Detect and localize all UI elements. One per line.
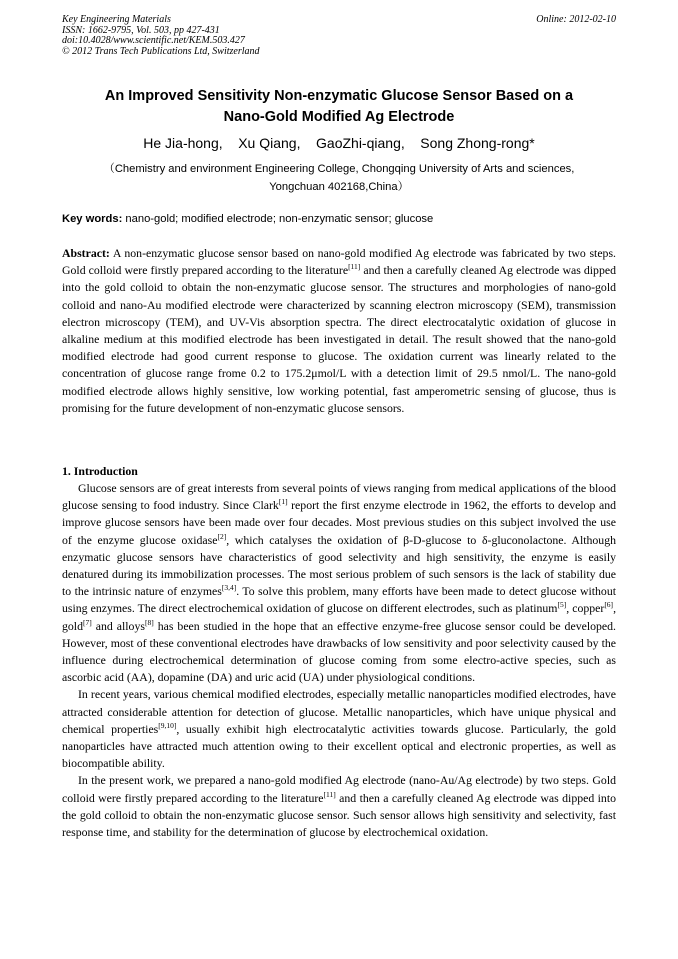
- title-line-1: An Improved Sensitivity Non-enzymatic Glucose Sensor Based on a: [104, 88, 574, 104]
- affiliation-line-1: （Chemistry and environment Engineering College, Chongqing University of Arts and sciences,: [103, 163, 575, 175]
- citation: [5]: [557, 600, 567, 610]
- paragraph-text: , usually exhibit high electrocatalytic activities towards glucose. Particularly, the gold nanoparticles have attracted much attention owing to their excellent optical and electronic properties, as well as biocompatible ability.: [62, 721, 616, 771]
- citation: [6]: [604, 600, 614, 610]
- section-heading: 1. Introduction: [62, 464, 138, 478]
- paragraph-text: and then a carefully cleaned Ag electrode was dipped into the gold colloid to obtain the non-enzymatic glucose sensor. Such sensor allows high sensitivity and selectivity, fast response time, and stability for the determination of glucose by electrochemical oxidation.: [62, 790, 616, 840]
- paragraph-text: In recent years, various chemical modified electrodes, especially metallic nanoparticles modified electrodes, have attracted considerable attention for detection of glucose. Metallic nanoparticles, which have unique physical and chemical properties: [62, 687, 616, 736]
- intro-paragraph-2: [62, 686, 616, 772]
- paragraph-text: report the first enzyme electrode in 1962, the efforts to develop and improve glucose sensors have been made over four decades. Most previous studies on this subject involved the use of the enzyme glucose oxidase: [62, 498, 616, 547]
- citation: [7]: [82, 617, 92, 627]
- paper-title: [62, 86, 616, 128]
- keywords: [62, 211, 616, 227]
- paragraph-text: has been studied in the hope that an effective enzyme-free glucose sensor could be developed. However, most of these conventional electrodes have drawbacks of low sensitivity and poor selectivity caused by the influence during electrochemical determination of glucose coming from some electro-active species, such as ascorbic acid (AA), dopamine (DA) and uric acid (UA) under physiological conditions.: [62, 618, 616, 685]
- citation: [11]: [348, 262, 361, 272]
- citation: [8]: [144, 617, 154, 627]
- paragraph-text: In the present work, we prepared a nano-gold modified Ag electrode (nano-Au/Ag electrode) by two steps. Gold colloid were firstly prepared according to the literature: [62, 773, 616, 805]
- abstract-paragraph: [62, 245, 616, 417]
- paragraph-text: . To solve this problem, many efforts have been made to detect glucose without using enzymes. The direct electrochemical oxidation of glucose on different electrodes, such as platinum: [62, 584, 617, 616]
- abstract-text: A non-enzymatic glucose sensor based on nano-gold modified Ag electrode was fabricated by two steps. Gold colloid were firstly prepared according to the literature: [62, 246, 616, 278]
- paragraph-text: , copper: [566, 601, 605, 616]
- citation: [2]: [217, 531, 227, 541]
- online-date: Online: 2012-02-10: [536, 14, 616, 25]
- keywords-label: Key words:: [62, 213, 123, 225]
- citation: [9,10]: [158, 720, 177, 730]
- citation: [1]: [278, 497, 288, 507]
- affiliation: [62, 160, 616, 196]
- author-list: He Jia-hong, Xu Qiang, GaoZhi-qiang, Song Zhong-rong*: [143, 135, 535, 151]
- journal-issn: ISSN: 1662-9795, Vol. 503, pp 427-431: [62, 24, 220, 36]
- journal-doi: doi:10.4028/www.scientific.net/KEM.503.427: [62, 35, 245, 46]
- journal-header: [62, 15, 260, 57]
- keywords-text: nano-gold; modified electrode; non-enzymatic sensor; glucose: [122, 213, 434, 225]
- intro-paragraph-1: [62, 480, 616, 686]
- paragraph-text: , which catalyses the oxidation of β-D-glucose to δ-gluconolactone. Although enzymatic glucose sensors have characteristics of good selectivity and high sensitivity, the enzyme is easily denatured during its immobilization processes. The most serious problem of such sensors is the lack of stability due to the intrinsic nature of enzymes: [62, 532, 616, 599]
- journal-name: Key Engineering Materials: [62, 14, 171, 25]
- abstract-text: and then a carefully cleaned Ag electrode was dipped into the gold colloid to obtain the non-enzymatic glucose sensor. The structures and morphologies of nano-gold colloid and nano-Au modified electrode were characterized by scanning electron microscopy (SEM), transmission electron microscopy (TEM), and UV-Vis absorption spectra. The direct electrocatalytic oxidation of glucose in alkaline medium at this modified electrode has been investigated in detail. The result showed that the nano-gold modified electrode had good current response to glucose. The oxidation current was linearly related to the concentration of glucose range frome 0.2 to 175.2μmol/L with a detection limit of 29.5 nmol/L. The nano-gold modified electrode allows highly sensitive, low working potential, fast amperometric sensing of glucose, thus is promising for the future development of non-enzymatic glucose sensors.: [62, 263, 616, 415]
- abstract-label: Abstract:: [62, 246, 110, 260]
- citation: [11]: [323, 789, 336, 799]
- journal-copyright: © 2012 Trans Tech Publications Ltd, Switzerland: [62, 45, 260, 57]
- introduction: [62, 480, 616, 841]
- paragraph-text: Glucose sensors are of great interests from several points of views ranging from medical applications of the blood glucose sensing to food industry. Since Clark: [62, 481, 616, 513]
- paragraph-text: and alloys: [91, 618, 145, 633]
- citation: [3,4]: [221, 583, 237, 593]
- affiliation-line-2: Yongchuan 402168,China）: [269, 181, 409, 193]
- title-line-2: Nano-Gold Modified Ag Electrode: [223, 109, 455, 125]
- paragraph-text: , gold: [62, 601, 617, 633]
- intro-paragraph-3: [62, 772, 616, 841]
- abstract: [62, 245, 616, 417]
